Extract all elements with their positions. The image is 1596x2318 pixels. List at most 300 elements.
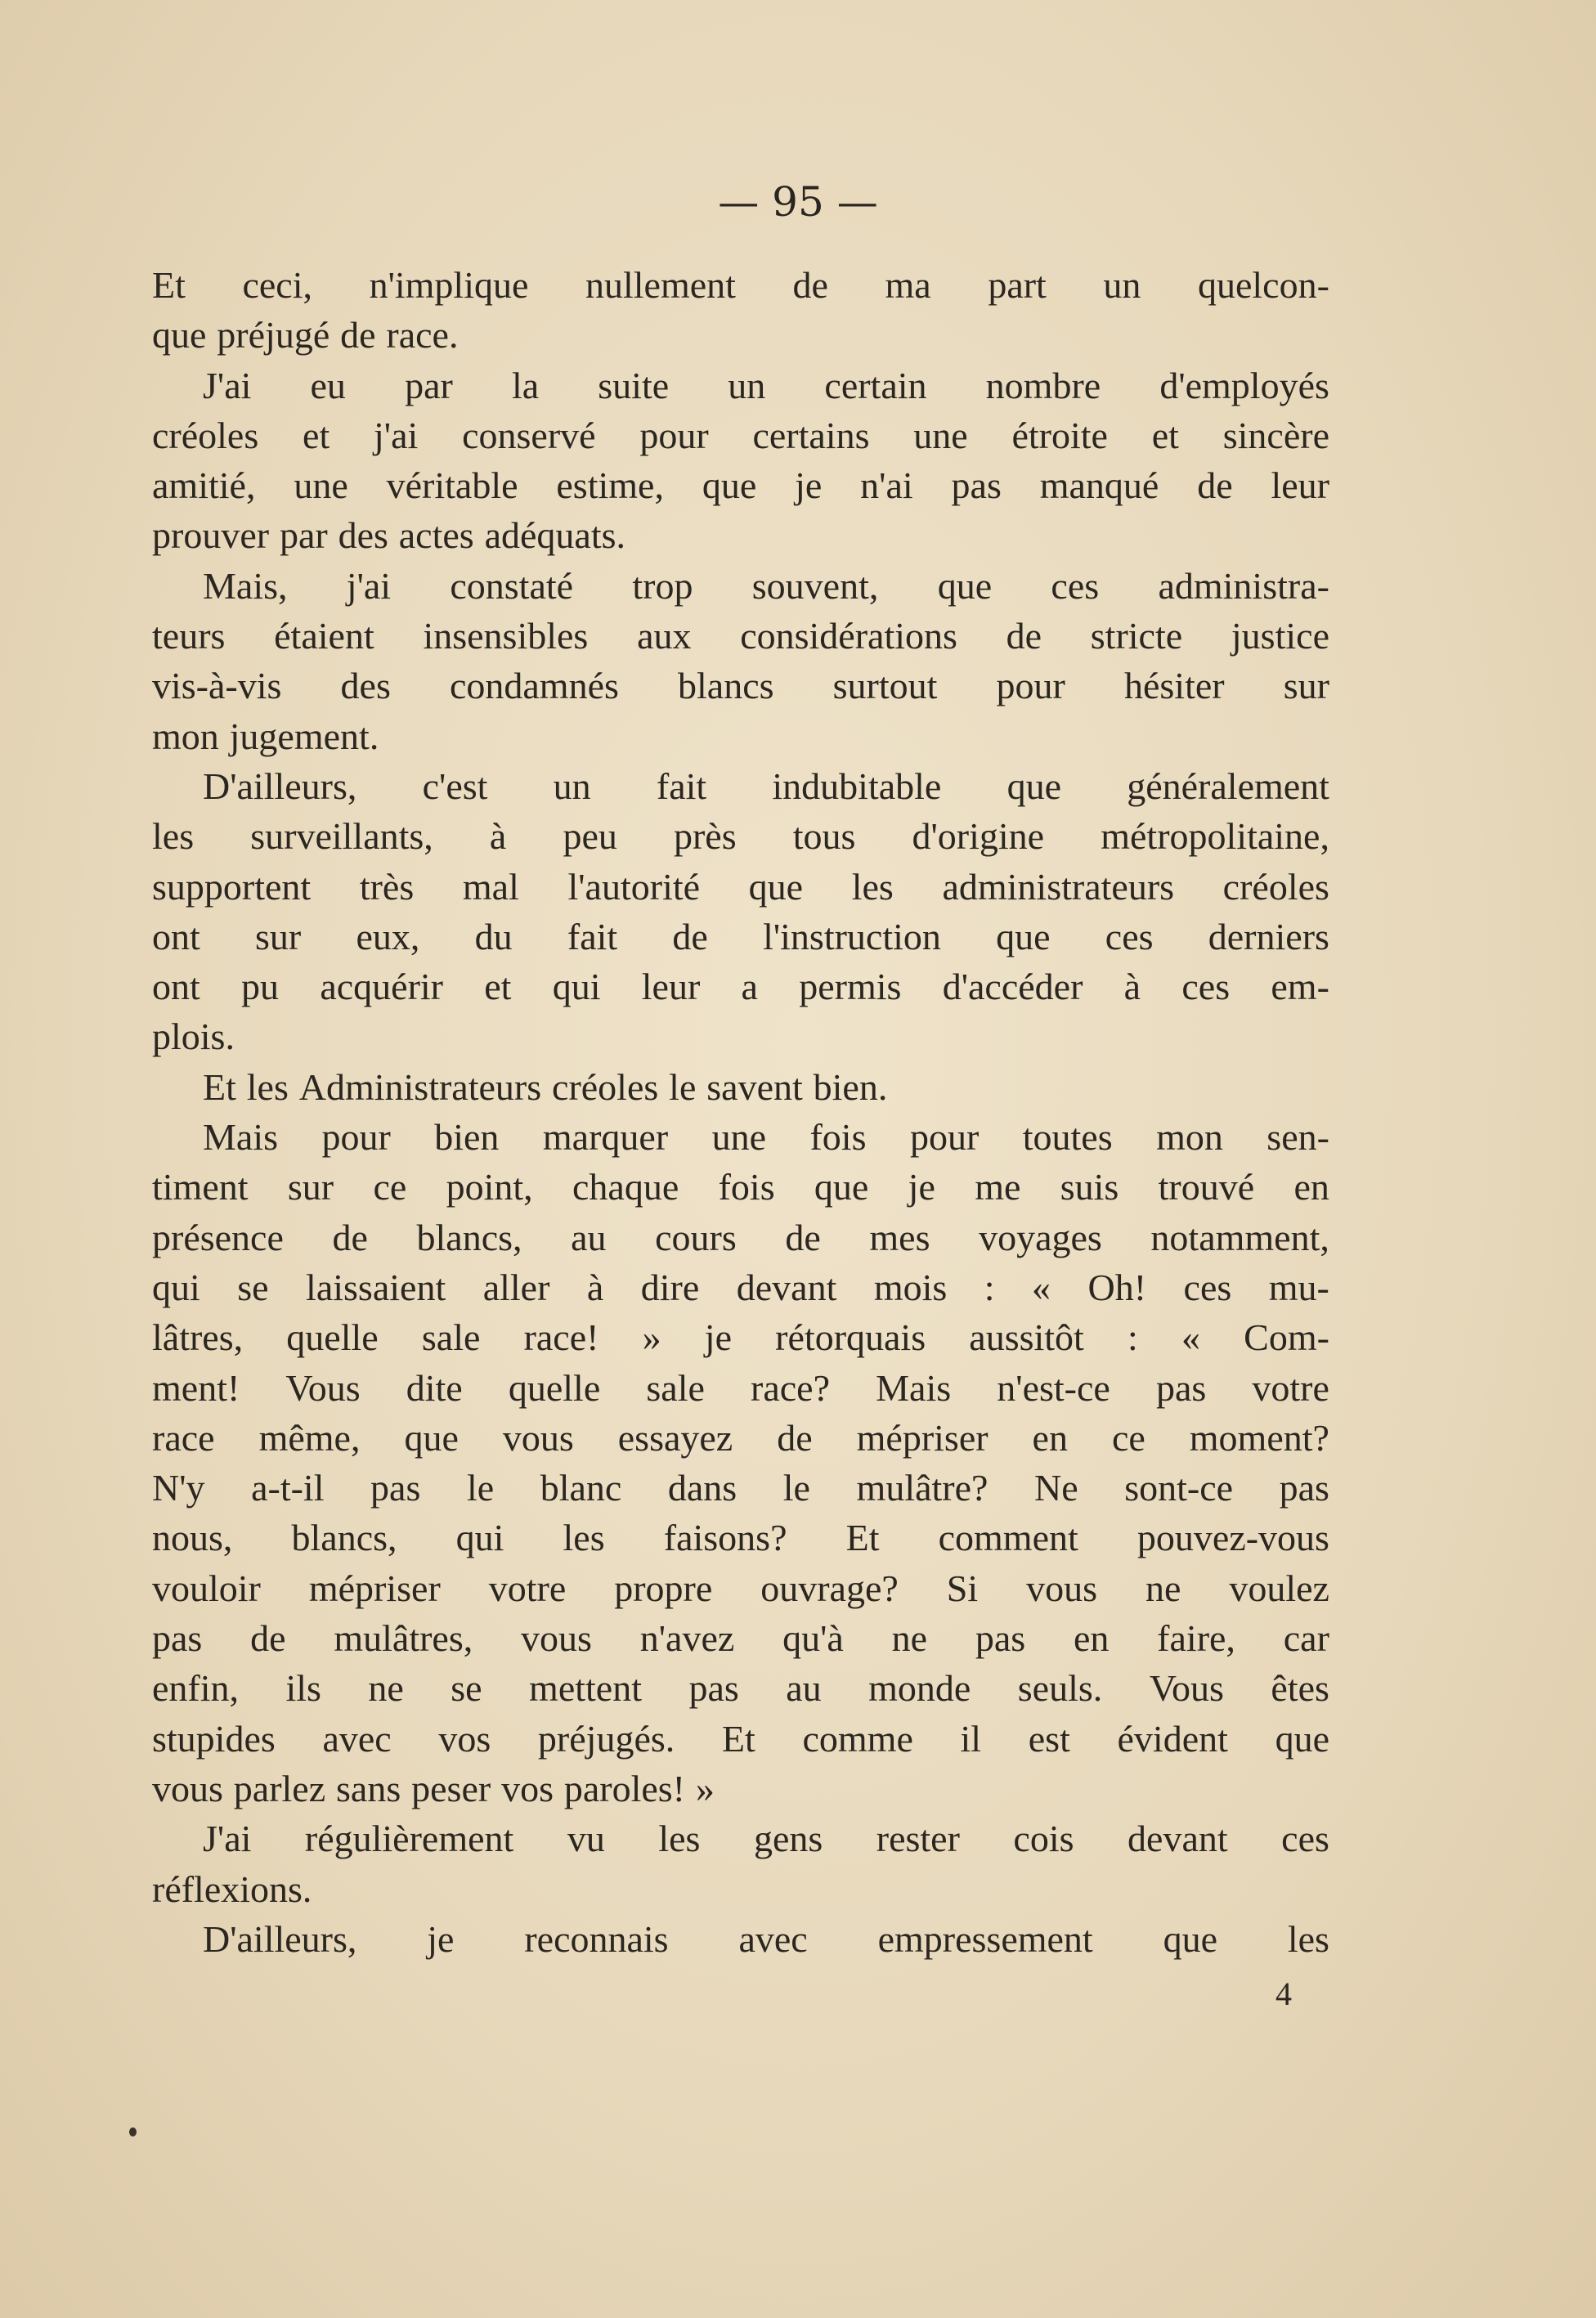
word: blancs, bbox=[291, 1517, 397, 1559]
word: Vous bbox=[1149, 1667, 1224, 1710]
word: mois bbox=[873, 1266, 948, 1308]
word: votre bbox=[1252, 1366, 1329, 1409]
text-line bbox=[152, 711, 1329, 761]
text-line bbox=[152, 1513, 1329, 1563]
word: tous bbox=[792, 815, 856, 858]
word: que bbox=[814, 1166, 869, 1208]
word: ne bbox=[1145, 1567, 1181, 1609]
word: qu'à bbox=[782, 1617, 844, 1660]
word: reconnais bbox=[524, 1917, 669, 1960]
word: souvent, bbox=[751, 564, 879, 607]
word: lâtres, bbox=[152, 1316, 244, 1359]
word: mes bbox=[869, 1216, 930, 1258]
word: notamment, bbox=[1150, 1216, 1329, 1258]
word: Vous bbox=[285, 1366, 361, 1409]
word: sur bbox=[255, 915, 302, 957]
word: est bbox=[1028, 1717, 1070, 1760]
word: Administrateurs bbox=[298, 1065, 542, 1108]
word: race? bbox=[751, 1366, 831, 1409]
word: ces bbox=[1183, 1266, 1232, 1308]
text-line bbox=[152, 862, 1329, 912]
word: ont bbox=[152, 915, 200, 957]
word: pas bbox=[951, 464, 1002, 507]
word: certain bbox=[824, 364, 927, 406]
word: marquer bbox=[542, 1116, 669, 1159]
word: ces bbox=[1105, 915, 1154, 957]
word: moment? bbox=[1189, 1416, 1329, 1459]
word: propre bbox=[614, 1567, 713, 1609]
text-line bbox=[152, 1213, 1329, 1262]
word: véritable bbox=[386, 464, 518, 507]
word: de bbox=[250, 1617, 286, 1660]
word: de bbox=[1006, 615, 1042, 657]
word: une bbox=[913, 414, 968, 456]
word: qui bbox=[152, 1266, 200, 1308]
text-line bbox=[152, 561, 1329, 611]
text-line bbox=[152, 1563, 1329, 1613]
text-line bbox=[152, 661, 1329, 711]
word: peu bbox=[563, 815, 617, 858]
word: mu- bbox=[1268, 1266, 1329, 1308]
text-line bbox=[152, 1864, 1329, 1914]
word: de bbox=[792, 264, 828, 306]
word: de bbox=[777, 1416, 813, 1459]
word: les bbox=[563, 1517, 605, 1559]
word: leur bbox=[641, 966, 701, 1008]
word: que bbox=[1006, 764, 1061, 807]
text-line bbox=[152, 1312, 1329, 1362]
word: stupides bbox=[152, 1717, 276, 1760]
word: mon bbox=[1156, 1116, 1223, 1159]
text-line bbox=[152, 1463, 1329, 1513]
word: pu bbox=[241, 966, 280, 1008]
word: « bbox=[1181, 1316, 1200, 1359]
word: la bbox=[511, 364, 540, 406]
word: a bbox=[741, 966, 758, 1008]
word: cois bbox=[1013, 1818, 1074, 1860]
word: » bbox=[695, 1767, 715, 1809]
text-line bbox=[152, 962, 1329, 1011]
word: comment bbox=[938, 1517, 1078, 1559]
word: n'implique bbox=[369, 264, 529, 306]
word: de bbox=[1197, 464, 1233, 507]
word: mon bbox=[152, 715, 219, 757]
word: se bbox=[451, 1667, 482, 1710]
word: rétorquais bbox=[775, 1316, 926, 1359]
word: voyages bbox=[979, 1216, 1102, 1258]
word: avec bbox=[322, 1717, 392, 1760]
word: acquérir bbox=[320, 966, 443, 1008]
word: les bbox=[152, 815, 195, 858]
word: ouvrage? bbox=[760, 1567, 899, 1609]
word: Mais bbox=[876, 1366, 952, 1409]
word: point, bbox=[446, 1166, 533, 1208]
word: je bbox=[795, 464, 823, 507]
word: les bbox=[658, 1818, 701, 1860]
word: manqué bbox=[1039, 464, 1159, 507]
word: pas bbox=[1279, 1467, 1329, 1509]
word: teurs bbox=[152, 615, 226, 657]
word: une bbox=[711, 1116, 767, 1159]
word: ne bbox=[891, 1617, 928, 1660]
word: ont bbox=[152, 966, 200, 1008]
text-line bbox=[152, 1062, 1329, 1112]
word: en bbox=[1293, 1166, 1329, 1208]
text-line bbox=[152, 310, 1329, 360]
word: Oh! bbox=[1087, 1266, 1147, 1308]
word: : bbox=[1128, 1316, 1138, 1359]
word: très bbox=[359, 865, 415, 908]
word: car bbox=[1283, 1617, 1329, 1660]
text-line bbox=[152, 1613, 1329, 1663]
word: ment! bbox=[152, 1366, 240, 1409]
word: les bbox=[851, 865, 894, 908]
word: des bbox=[338, 514, 388, 557]
word: race! bbox=[523, 1316, 599, 1359]
word: suite bbox=[598, 364, 670, 406]
word: près bbox=[673, 815, 737, 858]
text-line bbox=[152, 1011, 1329, 1061]
text-line bbox=[152, 1413, 1329, 1463]
word: : bbox=[984, 1266, 995, 1308]
word: des bbox=[340, 665, 391, 707]
word: stricte bbox=[1090, 615, 1183, 657]
word: Mais bbox=[203, 1116, 278, 1159]
word: ils bbox=[285, 1667, 321, 1710]
word: ces bbox=[1181, 966, 1231, 1008]
word: que bbox=[937, 564, 993, 607]
word: bien. bbox=[813, 1065, 888, 1108]
word: à bbox=[586, 1266, 604, 1308]
word: que bbox=[404, 1416, 459, 1459]
word: et bbox=[303, 414, 330, 456]
word: sur bbox=[1283, 665, 1329, 707]
word: sale bbox=[646, 1366, 705, 1409]
word: vous bbox=[521, 1617, 592, 1660]
text-line bbox=[152, 1814, 1329, 1863]
word: sen- bbox=[1266, 1116, 1329, 1159]
word: jugement. bbox=[229, 715, 379, 757]
text-line bbox=[152, 912, 1329, 962]
word: enfin, bbox=[152, 1667, 240, 1710]
word: mulâtre? bbox=[856, 1467, 989, 1509]
word: pour bbox=[639, 414, 709, 456]
word: J'ai bbox=[203, 1818, 252, 1860]
word: êtes bbox=[1271, 1667, 1329, 1710]
word: peser bbox=[411, 1767, 491, 1809]
word: et bbox=[1151, 414, 1179, 456]
word: réflexions. bbox=[152, 1867, 312, 1910]
word: pas bbox=[152, 1617, 203, 1660]
word: « bbox=[1032, 1266, 1051, 1308]
word: vouloir bbox=[152, 1567, 261, 1609]
word: » bbox=[642, 1316, 661, 1359]
word: dite bbox=[406, 1366, 463, 1409]
word: pas bbox=[688, 1667, 739, 1710]
signature-mark: 4 bbox=[1275, 1975, 1292, 2012]
body-text bbox=[152, 260, 1329, 1964]
word: part bbox=[988, 264, 1047, 306]
word: créoles bbox=[1222, 865, 1329, 908]
word: indubitable bbox=[772, 764, 942, 807]
word: cours bbox=[655, 1216, 737, 1258]
word: créoles bbox=[552, 1065, 659, 1108]
word: considérations bbox=[740, 615, 957, 657]
word: Et bbox=[845, 1517, 880, 1559]
word: le bbox=[466, 1467, 495, 1509]
word: D'ailleurs, bbox=[203, 764, 357, 807]
word: sur bbox=[287, 1166, 334, 1208]
word: fois bbox=[809, 1116, 867, 1159]
word: que bbox=[1275, 1717, 1329, 1760]
word: régulièrement bbox=[304, 1818, 514, 1860]
word: étroite bbox=[1011, 414, 1108, 456]
word: c'est bbox=[422, 764, 488, 807]
word: un bbox=[553, 764, 591, 807]
word: sont-ce bbox=[1124, 1467, 1234, 1509]
word: estime, bbox=[556, 464, 664, 507]
word: les bbox=[246, 1065, 289, 1108]
word: voulez bbox=[1229, 1567, 1329, 1609]
text-line bbox=[152, 761, 1329, 811]
word: dans bbox=[667, 1467, 737, 1509]
word: nullement bbox=[585, 264, 736, 306]
word: fois bbox=[718, 1166, 775, 1208]
word: vos bbox=[438, 1717, 491, 1760]
word: que bbox=[748, 865, 804, 908]
word: administra- bbox=[1158, 564, 1329, 607]
word: à bbox=[1123, 966, 1141, 1008]
word: bien bbox=[434, 1116, 500, 1159]
text-line bbox=[152, 1714, 1329, 1764]
word: que bbox=[702, 464, 757, 507]
word: une bbox=[294, 464, 348, 507]
text-line bbox=[152, 260, 1329, 310]
word: n'est-ce bbox=[997, 1366, 1110, 1409]
word: permis bbox=[799, 966, 902, 1008]
word: métropolitaine, bbox=[1101, 815, 1329, 858]
word: faisons? bbox=[663, 1517, 787, 1559]
word: nombre bbox=[985, 364, 1101, 406]
word: que bbox=[1163, 1917, 1217, 1960]
word: hésiter bbox=[1123, 665, 1225, 707]
word: mettent bbox=[529, 1667, 643, 1710]
word: et bbox=[484, 966, 512, 1008]
word: Com- bbox=[1244, 1316, 1329, 1359]
word: faire, bbox=[1157, 1617, 1235, 1660]
word: conservé bbox=[462, 414, 596, 456]
word: ceci, bbox=[242, 264, 312, 306]
word: vous bbox=[502, 1416, 574, 1459]
word: étaient bbox=[274, 615, 374, 657]
word: mépriser bbox=[856, 1416, 989, 1459]
word: d'employés bbox=[1159, 364, 1329, 406]
word: aux bbox=[637, 615, 692, 657]
word: d'origine bbox=[912, 815, 1045, 858]
word: que bbox=[152, 314, 207, 356]
word: adéquats. bbox=[484, 514, 626, 557]
word: préjugés. bbox=[537, 1717, 675, 1760]
word: trop bbox=[632, 564, 693, 607]
word: qui bbox=[455, 1517, 504, 1559]
word: race bbox=[152, 1416, 215, 1459]
word: ce bbox=[1111, 1416, 1145, 1459]
word: pour bbox=[321, 1116, 391, 1159]
word: n'avez bbox=[639, 1617, 735, 1660]
word: Ne bbox=[1034, 1467, 1078, 1509]
word: eux, bbox=[356, 915, 420, 957]
word: toutes bbox=[1022, 1116, 1113, 1159]
word: quelle bbox=[286, 1316, 379, 1359]
word: timent bbox=[152, 1166, 249, 1208]
word: administrateurs bbox=[942, 865, 1175, 908]
word: N'y bbox=[152, 1467, 205, 1509]
word: parlez bbox=[233, 1767, 326, 1809]
word: créoles bbox=[152, 414, 259, 456]
word: j'ai bbox=[374, 414, 419, 456]
word: de bbox=[332, 1216, 368, 1258]
word: insensibles bbox=[423, 615, 589, 657]
word: vis-à-vis bbox=[152, 665, 282, 707]
word: fait bbox=[567, 915, 618, 957]
word: em- bbox=[1271, 966, 1329, 1008]
word: justice bbox=[1231, 615, 1329, 657]
word: évident bbox=[1117, 1717, 1228, 1760]
word: condamnés bbox=[449, 665, 619, 707]
word: constaté bbox=[450, 564, 574, 607]
word: savent bbox=[706, 1065, 803, 1108]
word: sincère bbox=[1222, 414, 1329, 456]
word: quelle bbox=[508, 1366, 601, 1409]
word: leur bbox=[1271, 464, 1329, 507]
text-line bbox=[152, 1162, 1329, 1212]
word: J'ai bbox=[203, 364, 252, 406]
word: rester bbox=[876, 1818, 960, 1860]
word: présence bbox=[152, 1216, 284, 1258]
word: comme bbox=[802, 1717, 913, 1760]
word: plois. bbox=[152, 1016, 235, 1058]
text-line bbox=[152, 361, 1329, 410]
word: derniers bbox=[1208, 915, 1329, 957]
text-line bbox=[152, 1262, 1329, 1312]
word: laissaient bbox=[306, 1266, 446, 1308]
word: certains bbox=[752, 414, 870, 456]
word: qui bbox=[552, 966, 601, 1008]
word: pouvez-vous bbox=[1136, 1517, 1329, 1559]
word: dire bbox=[640, 1266, 700, 1308]
word: aussitôt bbox=[969, 1316, 1084, 1359]
text-line bbox=[152, 1914, 1329, 1964]
word: supportent bbox=[152, 865, 312, 908]
word: nous, bbox=[152, 1517, 233, 1559]
text-line bbox=[152, 510, 1329, 560]
word: à bbox=[489, 815, 507, 858]
word: sale bbox=[421, 1316, 481, 1359]
word: par bbox=[405, 364, 453, 406]
word: paroles! bbox=[563, 1767, 685, 1809]
word: le bbox=[669, 1065, 697, 1108]
word: de bbox=[340, 314, 376, 356]
word: en bbox=[1073, 1617, 1110, 1660]
word: mal bbox=[462, 865, 519, 908]
word: suis bbox=[1060, 1166, 1119, 1208]
word: avec bbox=[738, 1917, 808, 1960]
text-line bbox=[152, 1112, 1329, 1162]
word: en bbox=[1032, 1416, 1068, 1459]
word: actes bbox=[398, 514, 474, 557]
word: un bbox=[728, 364, 766, 406]
word: pas bbox=[1155, 1366, 1207, 1409]
word: blancs bbox=[678, 665, 774, 707]
word: pas bbox=[975, 1617, 1026, 1660]
word: blanc bbox=[540, 1467, 622, 1509]
text-line bbox=[152, 811, 1329, 861]
word: Mais, bbox=[203, 564, 288, 607]
text-line bbox=[152, 611, 1329, 661]
word: ce bbox=[373, 1166, 407, 1208]
word: me bbox=[975, 1166, 1021, 1208]
word: ces bbox=[1281, 1818, 1329, 1860]
text-line bbox=[152, 1764, 1329, 1814]
word: généralement bbox=[1127, 764, 1329, 807]
text-line bbox=[152, 410, 1329, 460]
word: de bbox=[785, 1216, 821, 1258]
word: race. bbox=[386, 314, 459, 356]
word: fait bbox=[656, 764, 707, 807]
word: chaque bbox=[572, 1166, 679, 1208]
word: de bbox=[672, 915, 708, 957]
word: que bbox=[996, 915, 1051, 957]
word: devant bbox=[1128, 1818, 1228, 1860]
word: par bbox=[279, 514, 328, 557]
word: votre bbox=[488, 1567, 567, 1609]
word: surveillants, bbox=[250, 815, 433, 858]
word: pour bbox=[909, 1116, 980, 1159]
word: d'accéder bbox=[942, 966, 1083, 1008]
word: du bbox=[474, 915, 513, 957]
word: l'autorité bbox=[567, 865, 701, 908]
word: aller bbox=[482, 1266, 550, 1308]
word: le bbox=[782, 1467, 810, 1509]
word: blancs, bbox=[416, 1216, 522, 1258]
word: empressement bbox=[877, 1917, 1093, 1960]
word: pas bbox=[370, 1467, 421, 1509]
word: je bbox=[704, 1316, 732, 1359]
word: amitié, bbox=[152, 464, 256, 507]
text-line bbox=[152, 1363, 1329, 1413]
page-number: — 95 — bbox=[718, 178, 878, 226]
text-line bbox=[152, 1663, 1329, 1713]
word: vos bbox=[501, 1767, 554, 1809]
word: ma bbox=[885, 264, 931, 306]
ink-speck bbox=[129, 2127, 137, 2136]
word: vu bbox=[567, 1818, 605, 1860]
word: Et bbox=[152, 264, 186, 306]
word: surtout bbox=[832, 665, 938, 707]
word: préjugé bbox=[217, 314, 330, 356]
word: je bbox=[427, 1917, 455, 1960]
word: eu bbox=[310, 364, 346, 406]
word: Et bbox=[721, 1717, 755, 1760]
word: je bbox=[908, 1166, 935, 1208]
word: prouver bbox=[152, 514, 270, 557]
word: vous bbox=[1026, 1567, 1097, 1609]
word: j'ai bbox=[346, 564, 392, 607]
word: pour bbox=[996, 665, 1065, 707]
word: a-t-il bbox=[251, 1467, 325, 1509]
word: essayez bbox=[617, 1416, 733, 1459]
word: seuls. bbox=[1017, 1667, 1103, 1710]
